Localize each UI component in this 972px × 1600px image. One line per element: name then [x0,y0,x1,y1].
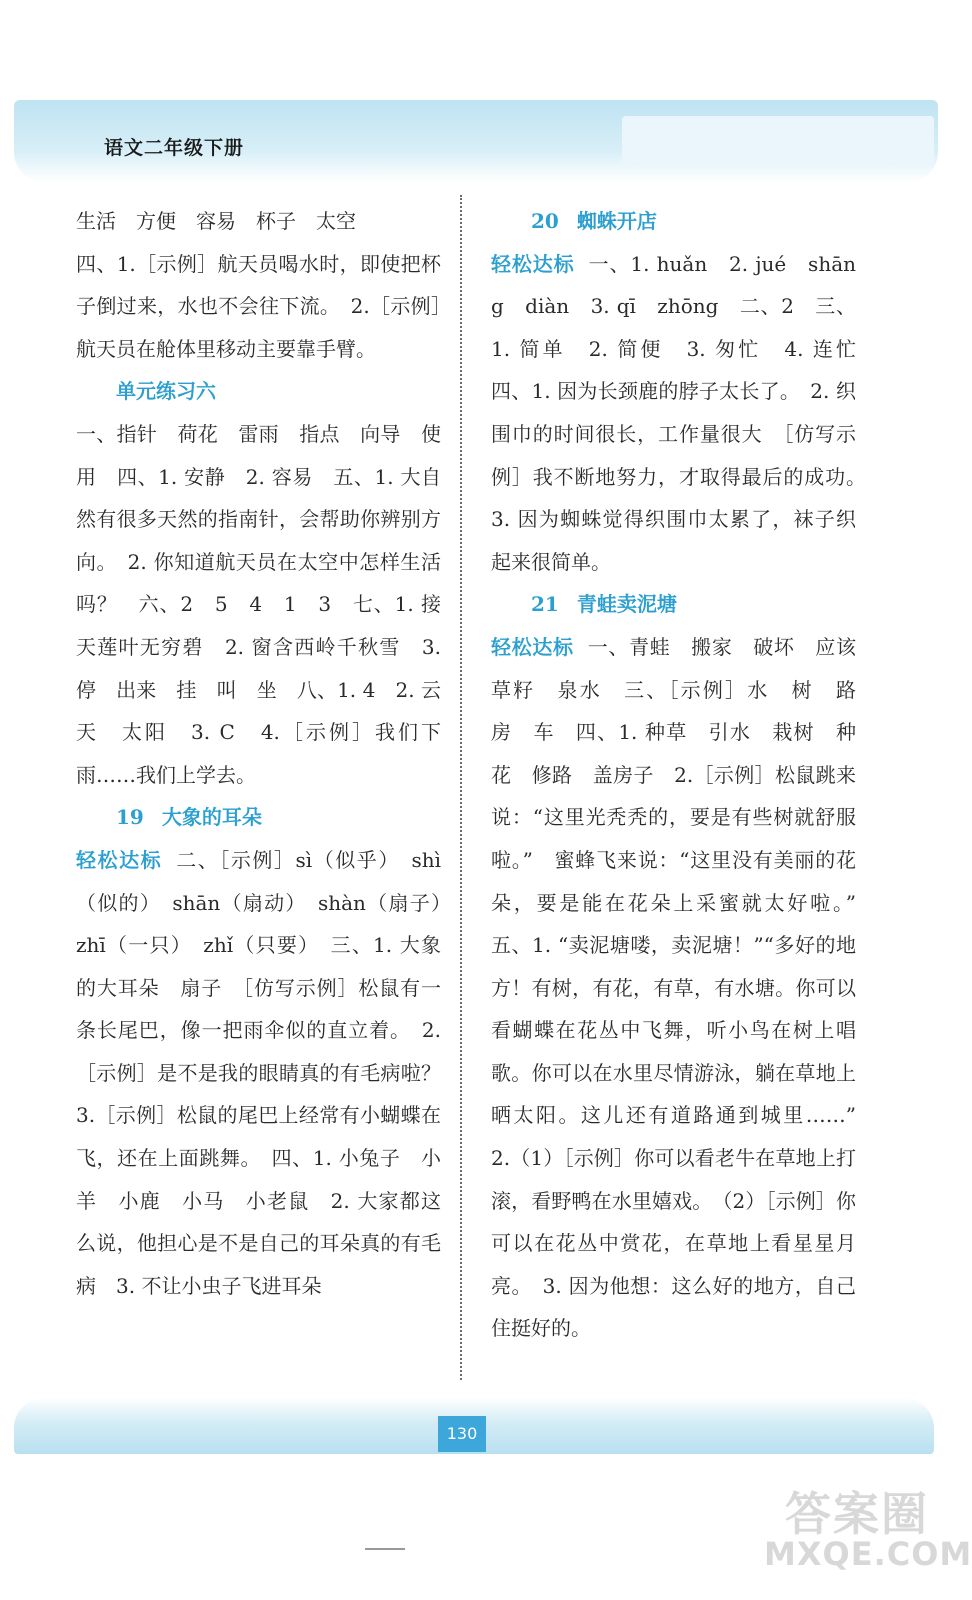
lesson-name: 青蛙卖泥塘 [576,592,677,617]
page-number: 130 [438,1416,486,1452]
lesson-title [491,200,856,243]
lesson-number: 19 [116,805,144,830]
answer-text: 一、青蛙 搬家 破坏 应该 草籽 泉水 三、［示例］水 树 路 房 车 四、1. 种草 引水 栽树 种花 修路 盖房子 2.［示例］松鼠跳来说：“这里光秃秃的，要是有些树就舒服啦。” 蜜蜂飞来说：“这里没有美丽的花朵，要是能在花朵上采蜜就太好啦。” 五、1. “卖泥塘喽，卖泥塘！”“多好的地方！有树，有花，有草，有水塘。你可以看蝴蝶在花丛中飞舞，听小鸟在树上唱歌。你可以在水里尽情游泳，躺在草地上晒太阳。这儿还有道路通到城里……” 2.（1）［示例］你可以看老牛在草地上打滚，看野鸭在水里嬉戏。 （2）［示例］你可以在花丛中赏花，在草地上看星星月亮。 3. 因为他想：这么好的地方，自己住挺好的。 [491,634,876,1341]
lesson-name: 大象的耳朵 [161,805,262,830]
lesson-name: 蜘蛛开店 [576,209,657,233]
section-label: 轻松达标 [76,847,163,872]
column-divider [460,195,462,1380]
lesson-title [491,583,856,626]
bottom-mark [365,1548,405,1550]
left-column [76,200,461,1307]
section-label: 轻松达标 [491,634,574,659]
unit-title: 单元练习六 [116,379,216,404]
answer-paragraph: 四、1.［示例］航天员喝水时，即使把杯子倒过来，水也不会往下流。 2.［示例］航天员在舱体里移动主要靠手臂。 [76,251,441,361]
answer-paragraph [76,839,461,1308]
lesson-title [76,796,441,839]
section-label: 轻松达标 [491,251,575,276]
book-title: 语文二年级下册 [104,137,245,159]
header-decoration [622,116,934,164]
watermark-logo: 答案圈 [785,1487,929,1541]
answer-text: 二、［示例］sì（似乎） shì（似的） shān（扇动） shàn（扇子） zhī（一只） zhǐ（只要） 三、1. 大象的大耳朵 扇子 ［仿写示例］松鼠有一条长尾巴，像一把雨伞似的直立着。 2.［示例］是不是我的眼睛真的有毛病啦？ 3.［示例］松鼠的尾巴上经常有小蝴蝶在飞，还在上面跳舞。 四、1. 小兔子 小羊 小鹿 小马 小老鼠 2. 大家都这么说，他担心是不是自己的耳朵真的有毛病 3. 不让小虫子飞进耳朵 [76,847,461,1298]
lesson-number: 20 [531,209,559,233]
lesson-number: 21 [531,592,559,617]
answer-text: 一、1. huǎn 2. jué shāng diàn 3. qī zhōng 二、2 三、1. 简单 2. 简便 3. 匆忙 4. 连忙 四、1. 因为长颈鹿的脖子太长了。 2. 织围巾的时间很长，工作量很大 ［仿写示例］我不断地努力，才取得最后的成功。 3. 因为蜘蛛觉得织围巾太累了，袜子织起来很简单。 [491,251,876,574]
answer-paragraph: 一、指针 荷花 雷雨 指点 向导 使用 四、1. 安静 2. 容易 五、1. 大自然有很多天然的指南针，会帮助你辨别方向。 2. 你知道航天员在太空中怎样生活吗？ 六、2 5 4 1 3 七、1. 接天莲叶无穷碧 2. 窗含西岭千秋雪 3. 停 出来 挂 叫 坐 八、1. 4 2. 云 天 太阳 3. C 4.［示例］我们下雨……我们上学去。 [76,421,461,787]
watermark-url: MXQE.COM [764,1535,972,1573]
answer-paragraph [491,626,876,1350]
answer-paragraph [491,243,876,584]
right-column [491,200,876,1350]
answer-paragraph: 生活 方便 容易 杯子 太空 [76,209,356,233]
